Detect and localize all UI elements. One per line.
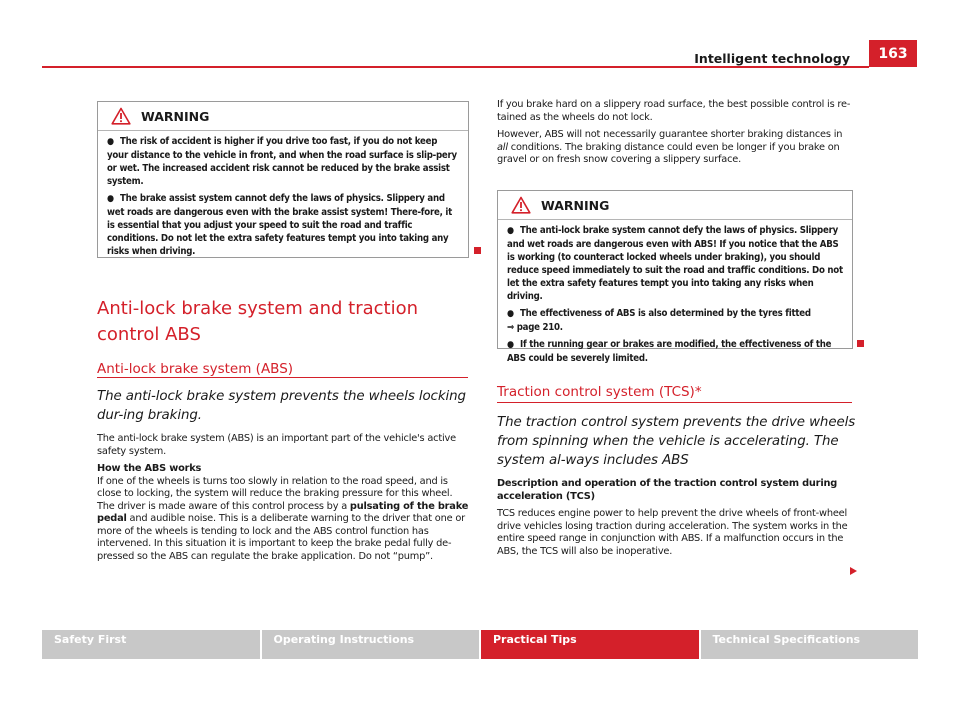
warning-box-brake-assist [97,101,469,258]
warning-bullet: ● The anti-lock brake system cannot defy the laws of physics. Slippery and wet roads are dangerous even with ABS! If you notice that the ABS is working (to counteract locked wheels under braking), you should reduce speed immediately to suit the road and traffic conditions. Do not let the extra safety features tempt you into taking any risks when driving. [507,225,843,302]
subsection-title-abs: Anti-lock brake system (ABS) [97,361,294,377]
abs-body [97,433,469,568]
tab-practical-tips[interactable]: Practical Tips [481,630,699,659]
subsection-rule [97,377,468,378]
warning-bullet: ● The risk of accident is higher if you drive too fast, if you do not keep your distance to the vehicle in front, and when the road surface is slip-pery or wet. The increased accident risk cannot be reduced by the brake assist system. [107,136,457,187]
warning-label: WARNING [541,198,610,213]
warning-triangle-icon [111,107,131,125]
warning-bullet: ● If the running gear or brakes are modified, the effectiveness of the ABS could be severely limited. [507,339,832,364]
section-title-abs-tcs: Anti-lock brake system and traction control ABS [97,298,419,345]
warning-body [98,131,468,267]
bullet-icon: ● [107,137,114,147]
page-number: 163 [869,40,917,67]
braking-distance-paragraph: However, ABS will not necessarily guarantee shorter braking distances in all conditions. The braking distance could even be longer if you brake on gravel or on fresh snow covering a slippery surface. [497,129,843,165]
how-abs-works-heading: How the ABS works [97,463,202,474]
abs-intro-paragraph: The anti-lock brake system (ABS) is an important part of the vehicle's active safety system. [97,433,456,457]
section-title-tcs: Traction control system (TCS)* [497,384,702,400]
bullet-icon: ● [507,309,514,319]
continued-arrow-icon [850,567,857,575]
warning-header [98,102,468,131]
tab-safety-first[interactable]: Safety First [42,630,260,659]
section-rule [497,402,852,403]
tab-operating-instructions[interactable]: Operating Instructions [262,630,480,659]
section-end-mark-icon [474,247,481,254]
warning-bullet: ● The brake assist system cannot defy the laws of physics. Slippery and wet roads are dangerous even with the brake assist system! There-fore, it is essential that you adjust your speed to suit the road and traffic conditions. Do not let the extra safety features tempt you into taking any risks when driving. [107,193,452,257]
warning-label: WARNING [141,109,210,124]
how-abs-works-paragraph: If one of the wheels is turns too slowly in relation to the road speed, and is close to locking, the system will reduce the braking pressure for this wheel. The driver is made aware of this control process by a pulsating of the brake pedal and audible noise. This is a deliberate warning to the driver that one or more of the wheels is tending to lock and the ABS control function has intervened. In this situation it is important to keep the brake pedal fully de-pressed so the ABS can regulate the brake application. Do not “pump”. [97,475,469,562]
tcs-description-heading: Description and operation of the traction control system during acceleration (TCS) [497,478,838,502]
tab-technical-specifications[interactable]: Technical Specifications [701,630,919,659]
tcs-lead-text: The traction control system prevents the drive wheels from spinning when the vehicle is accelerating. The system al-ways includes ABS [497,415,856,468]
slippery-road-paragraph: If you brake hard on a slippery road surface, the best possible control is re-tained as the wheels do not lock. [497,99,851,123]
bullet-icon: ● [507,226,514,236]
bullet-icon: ● [507,340,514,350]
warning-header [498,191,852,220]
warning-body [498,220,852,374]
running-header-title: Intelligent technology [694,51,850,66]
tcs-body [497,478,857,563]
chapter-tabs [42,630,918,659]
warning-triangle-icon [511,196,531,214]
header-rule [42,66,869,68]
warning-bullet: ● The effectiveness of ABS is also determined by the tyres fitted ⇒ page 210. [507,308,811,333]
tcs-description-paragraph: TCS reduces engine power to help prevent the drive wheels of front-wheel drive vehicles losing traction during acceleration. The system works in the entire speed range in conjunction with ABS. If a malfunction occurs in the ABS, the TCS will also be inoperative. [497,508,848,557]
right-intro-text [497,99,855,172]
section-end-mark-icon [857,340,864,347]
page-reference-link[interactable]: ⇒ page 210. [507,322,563,333]
bullet-icon: ● [107,194,114,204]
abs-lead-text: The anti-lock brake system prevents the wheels locking dur-ing braking. [97,389,466,423]
warning-box-abs [497,190,853,364]
